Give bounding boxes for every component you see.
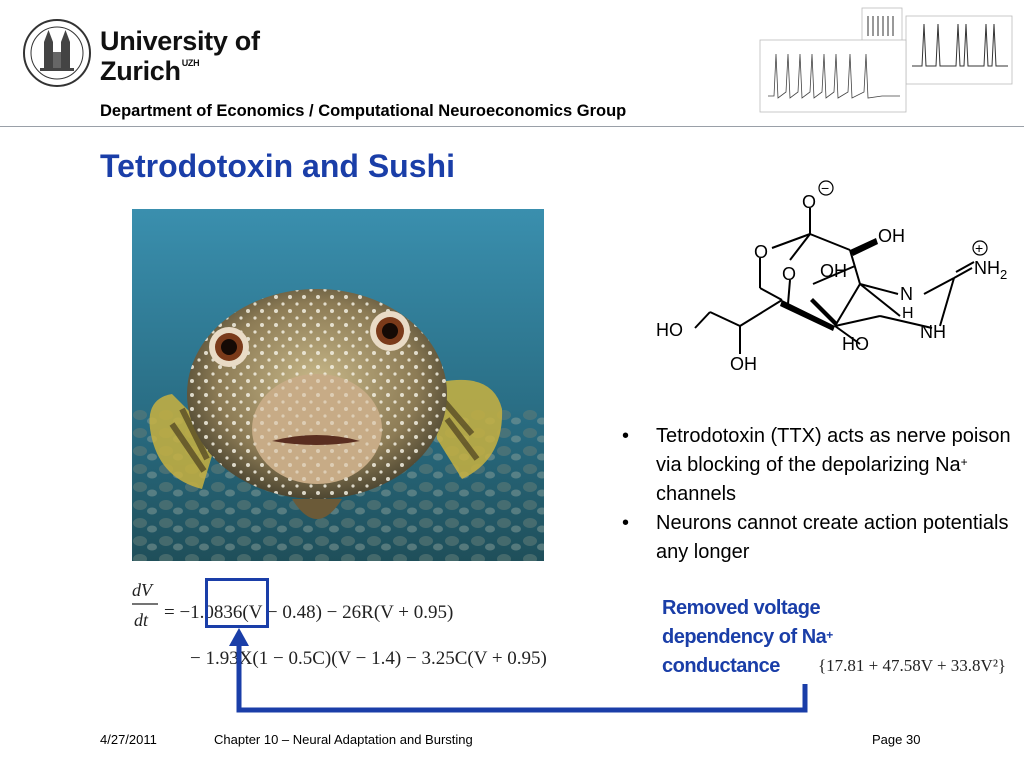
pufferfish-photo <box>132 209 544 561</box>
bullet-item-neurons: • Neurons cannot create action potentials any longer <box>620 509 1020 567</box>
bullet-item-ttx: • Tetrodotoxin (TTX) acts as nerve poison via blocking of the depolarizing Na+ channels <box>620 422 1020 509</box>
molecule-label-o-minus: O <box>802 192 817 212</box>
university-suffix: UZH <box>181 58 200 68</box>
molecule-label-nh: NH <box>920 322 946 342</box>
molecule-label-n: N <box>900 284 913 304</box>
footer-page-number: Page 30 <box>872 732 921 747</box>
equation-lhs-denominator: dt <box>134 610 149 630</box>
equation-line1: = −1.0836(V − 0.48) − 26R(V + 0.95) <box>164 602 454 623</box>
university-seal-logo <box>22 18 92 88</box>
university-name-line1: University of <box>100 26 260 56</box>
header-graphs-decoration <box>752 6 1024 118</box>
molecule-label-o2: O <box>782 264 797 284</box>
molecule-label-nh2: $NH_2$ <box>974 258 1008 282</box>
molecule-label-ho2: HO <box>842 334 869 354</box>
highlight-box <box>205 578 269 628</box>
molecule-label-oh2: OH <box>820 261 847 281</box>
department-name: Department of Economics / Computational Neuroeconomics Group <box>100 102 627 120</box>
molecule-minus-charge: − <box>821 180 830 196</box>
molecule-label-h: H <box>902 305 914 322</box>
molecule-label-o1: O <box>754 242 769 262</box>
molecule-label-oh3: OH <box>730 354 757 374</box>
conductance-polynomial: {17.81 + 47.58V + 33.8V²} <box>818 656 1007 675</box>
header-divider <box>0 126 1024 127</box>
callout-label: Removed voltage dependency of Na+ conductance <box>662 597 833 677</box>
molecule-label-oh1: OH <box>878 226 905 246</box>
equation-lhs-numerator: dV <box>132 580 152 600</box>
footer-chapter: Chapter 10 – Neural Adaptation and Bursting <box>214 732 473 747</box>
molecule-plus-charge: + <box>975 240 984 256</box>
footer-date: 4/27/2011 <box>100 732 157 747</box>
molecule-label-ho1: HO <box>656 320 683 340</box>
equation-line2: − 1.93X(1 − 0.5C)(V − 1.4) − 3.25C(V + 0.95) <box>190 648 547 669</box>
bullet-list <box>620 422 1020 567</box>
university-name-zurich: Zurich <box>100 56 181 86</box>
university-name-line2 <box>100 56 199 87</box>
slide-title: Tetrodotoxin and Sushi <box>100 148 455 184</box>
tetrodotoxin-structure <box>650 176 1020 376</box>
